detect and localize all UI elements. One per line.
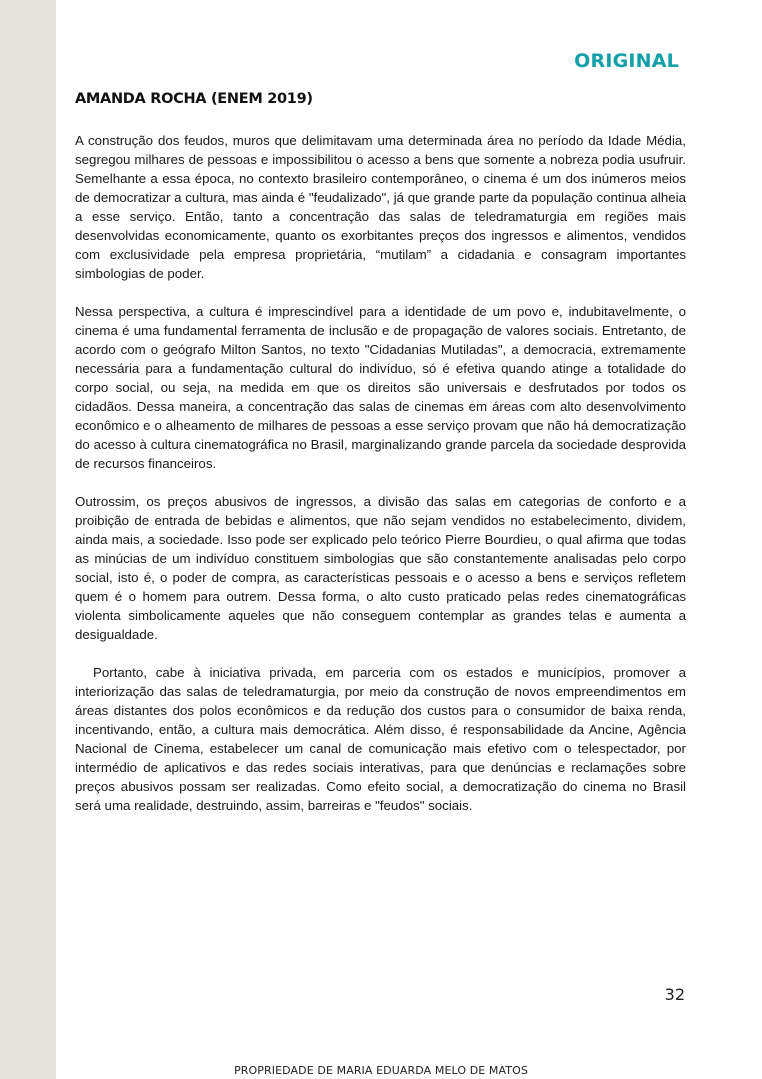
essay-title: AMANDA ROCHA (ENEM 2019) <box>75 91 313 107</box>
essay-body <box>75 131 686 834</box>
page-number: 32 <box>664 985 685 1004</box>
footer-ownership: PROPRIEDADE DE MARIA EDUARDA MELO DE MATOS <box>234 1064 528 1077</box>
essay-paragraph-1: A construção dos feudos, muros que delimitavam uma determinada área no período da Idade Média, segregou milhares de pessoas e impossibilitou o acesso a bens que somente a nobreza podia usufruir. Semelhante a essa época, no contexto brasileiro contemporâneo, o cinema é um dos inúmeros meios de democratizar a cultura, mas ainda é "feudalizado", já que grande parte da população continua alheia a esse serviço. Então, tanto a concentração das salas de teledramaturgia em regiões mais desenvolvidas economicamente, quanto os exorbitantes preços dos ingressos e alimentos, vendidos com exclusividade pela empresa proprietária, “mutilam” a cidadania e consagram importantes simbologias de poder. <box>75 133 686 281</box>
left-margin-strip <box>0 0 56 1079</box>
essay-paragraph-4: Portanto, cabe à iniciativa privada, em parceria com os estados e municípios, promover a interiorização das salas de teledramaturgia, por meio da construção de novos empreendimentos em áreas distantes dos polos econômicos e da redução dos custos para o consumidor de baixa renda, incentivando, então, a cultura mais democrática. Além disso, é responsabilidade da Ancine, Agência Nacional de Cinema, estabelecer um canal de comunicação mais efetivo com o telespectador, por intermédio de aplicativos e das redes sociais interativas, para que denúncias e reclamações sobre preços abusivos possam ser realizadas. Como efeito social, a democratização do cinema no Brasil será uma realidade, destruindo, assim, barreiras e "feudos" sociais. <box>75 665 686 813</box>
essay-paragraph-2: Nessa perspectiva, a cultura é imprescindível para a identidade de um povo e, indubitavelmente, o cinema é uma fundamental ferramenta de inclusão e de propagação de valores sociais. Entretanto, de acordo com o geógrafo Milton Santos, no texto "Cidadanias Mutiladas", a democracia, extremamente necessária para a fundamentação cultural do indivíduo, só é efetiva quando atinge a totalidade do corpo social, ou seja, na medida em que os direitos são universais e desfrutados por todos os cidadãos. Dessa maneira, a concentração das salas de cinemas em áreas com alto desenvolvimento econômico e o alheamento de milhares de pessoas a esse serviço provam que não há democratização do acesso à cultura cinematográfica no Brasil, marginalizando grande parcela da sociedade desprovida de recursos financeiros. <box>75 304 686 471</box>
original-tag: ORIGINAL <box>574 50 679 72</box>
essay-paragraph-3: Outrossim, os preços abusivos de ingressos, a divisão das salas em categorias de conforto e a proibição de entrada de bebidas e alimentos, que não sejam vendidos no estabelecimento, dividem, ainda mais, a sociedade. Isso pode ser explicado pelo teórico Pierre Bourdieu, o qual afirma que todas as minúcias de um indivíduo constituem simbologias que são constantemente analisadas pelo corpo social, isto é, o poder de compra, as características pessoais e o acesso a bens e serviços refletem quem é o homem para outrem. Dessa forma, o alto custo praticado pelas redes cinematográficas violenta simbolicamente aqueles que não conseguem contemplar as grandes telas e aumenta a desigualdade. <box>75 494 686 642</box>
